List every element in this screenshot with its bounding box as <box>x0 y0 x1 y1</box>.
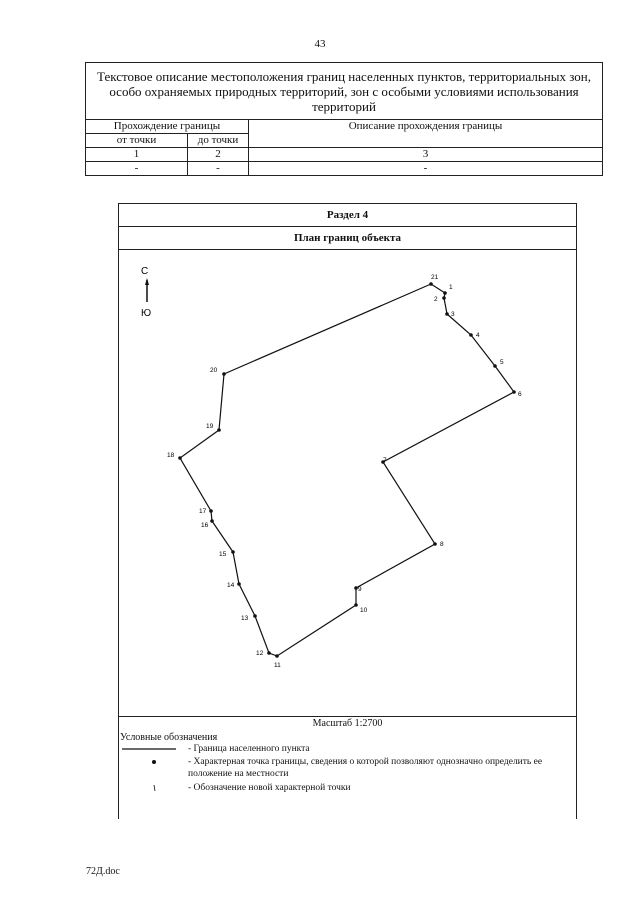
point-label-18: 18 <box>167 452 175 459</box>
boundary-point-21 <box>429 282 433 286</box>
boundary-point-8 <box>433 542 437 546</box>
column-number-1: 1 <box>86 148 188 162</box>
boundary-point-17 <box>209 509 213 513</box>
boundary-point-14 <box>237 582 241 586</box>
boundary-point-5 <box>493 364 497 368</box>
tick-icon <box>118 782 178 794</box>
boundary-point-4 <box>469 333 473 337</box>
column-number-2: 2 <box>188 148 249 162</box>
boundary-point-6 <box>512 390 516 394</box>
legend-text: - Граница населенного пункта <box>188 744 310 754</box>
section-title: Раздел 4 <box>119 204 576 227</box>
compass-north: С <box>141 266 149 277</box>
point-label-10: 10 <box>360 607 368 614</box>
boundary-point-12 <box>267 651 271 655</box>
point-label-19: 19 <box>206 423 214 430</box>
point-label-21: 21 <box>431 274 439 281</box>
legend-area <box>118 716 577 819</box>
point-label-1: 1 <box>449 284 453 291</box>
point-label-16: 16 <box>201 522 209 529</box>
compass-arrowhead-icon <box>145 278 149 285</box>
footer-filename: 72Д.doc <box>86 866 120 877</box>
boundary-point-10 <box>354 603 358 607</box>
boundary-point-3 <box>445 312 449 316</box>
boundary-point-1 <box>443 291 447 295</box>
legend-text: - Обозначение новой характерной точки <box>188 783 351 793</box>
point-label-12: 12 <box>256 650 264 657</box>
point-label-14: 14 <box>227 582 235 589</box>
point-label-2: 2 <box>434 296 438 303</box>
line-icon <box>118 743 178 755</box>
boundary-point-15 <box>231 550 235 554</box>
cell-desc: - <box>249 162 603 176</box>
point-label-17: 17 <box>199 508 207 515</box>
scale-label: Масштаб 1:2700 <box>118 716 577 729</box>
point-label-9: 9 <box>358 586 362 593</box>
boundary-point-16 <box>210 519 214 523</box>
legend-text: - Характерная точка границы, сведения о которой позволяют однозначно определить ее положение на местности <box>188 757 543 779</box>
boundary-point-19 <box>217 428 221 432</box>
table-title: Текстовое описание местоположения границ населенных пунктов, территориальных зон, особо охраняемых природных территорий, зон с особыми условиями использования территорий <box>86 63 603 120</box>
boundary-plan <box>119 250 576 738</box>
header-passage: Прохождение границы <box>86 120 249 134</box>
point-label-7: 7 <box>383 457 387 464</box>
point-label-11: 11 <box>274 662 281 669</box>
boundary-point-2 <box>442 296 446 300</box>
point-label-15: 15 <box>219 551 227 558</box>
boundary-point-18 <box>178 456 182 460</box>
boundary-point-11 <box>275 654 279 658</box>
boundary-point-20 <box>222 372 226 376</box>
compass-south: Ю <box>141 308 152 319</box>
point-label-20: 20 <box>210 367 218 374</box>
boundary-point-13 <box>253 614 257 618</box>
dot-icon <box>118 756 178 768</box>
point-label-4: 4 <box>476 332 480 339</box>
cell-to: - <box>188 162 249 176</box>
column-number-3: 3 <box>249 148 603 162</box>
point-label-8: 8 <box>440 541 444 548</box>
section-subtitle: План границ объекта <box>119 227 576 250</box>
cell-from: - <box>86 162 188 176</box>
point-label-5: 5 <box>500 359 504 366</box>
point-label-6: 6 <box>518 391 522 398</box>
header-from: от точки <box>86 134 188 148</box>
header-to: до точки <box>188 134 249 148</box>
boundary-line <box>180 284 514 656</box>
legend-title: Условные обозначения <box>120 732 218 743</box>
header-description: Описание прохождения границы <box>249 120 603 148</box>
point-label-3: 3 <box>451 311 455 318</box>
point-label-13: 13 <box>241 615 249 622</box>
boundary-description-table <box>85 62 603 176</box>
page-number: 43 <box>314 38 326 50</box>
